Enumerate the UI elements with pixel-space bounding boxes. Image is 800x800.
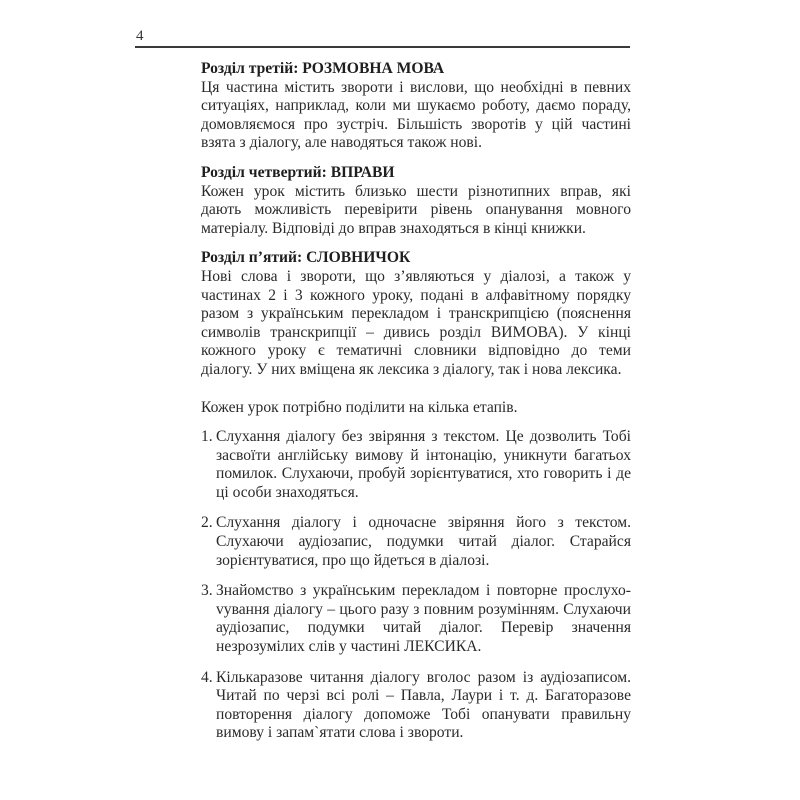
- section-title: Розділ четвертий: ВПРАВИ: [201, 163, 395, 181]
- step-number: 1.: [201, 428, 213, 446]
- section-title: Розділ п’ятий: СЛОВНИЧОК: [201, 249, 411, 267]
- section-conversational-language: [201, 60, 631, 153]
- step-item: [201, 428, 631, 502]
- section-body: Кожен урок містить близько шести різнотипних вправ, які дають можливість перевірити рівень опанування мовного матеріалу. Відповіді до вправ знаходяться в кінці книжки.: [201, 182, 631, 237]
- step-number: 4.: [201, 668, 213, 686]
- header-rule: [135, 46, 630, 48]
- step-item: [201, 669, 631, 743]
- step-text: Знайомство з українським перекладом і повторне прослухоvування діалогу – цього разу з повним розумінням. Слухаючи аудіозапис, подумки читай діалог. Перевір значення незрозумілих слів у частині ЛЕКСИКА.: [216, 582, 631, 656]
- steps-intro: Кожен урок потрібно поділити на кілька етапів.: [201, 398, 518, 416]
- page-content: [201, 60, 631, 755]
- section-exercises: [201, 164, 631, 238]
- page-number: 4: [136, 28, 144, 44]
- step-item: [201, 514, 631, 570]
- section-title: Розділ третій: РОЗМОВНА МОВА: [201, 60, 445, 77]
- step-number: 2.: [201, 514, 213, 532]
- section-vocabulary: [201, 249, 631, 379]
- step-number: 3.: [201, 582, 213, 600]
- step-text: Кількаразове читання діалогу вголос разом із аудіозаписом. Читай по черзі всі ролі – Павла, Лаури і т. д. Багаторазове повторення діалогу допоможе Тобі опанувати правильну вимову і запам`ятати слова і звороти.: [216, 668, 631, 742]
- step-item: [201, 582, 631, 656]
- step-text: Слухання діалогу без звіряння з текстом. Це дозволить Тобі засвоїти англійську вимову й інтонацію, уникнути багатьох помилок. Слухаючи, пробуй зорієнтуватися, хто говорить і де ці особи знаходяться.: [216, 428, 631, 501]
- section-body: Нові слова і звороти, що з’являються у діалозі, а також у частинах 2 і 3 кожного уроку, подані в алфавітному порядку разом з українським перекладом і транскрипцією (пояснення символів транскрипції – дивись розділ ВИМОВА). У кінці кожного уроку є тематичні словники відповідно до теми діалогу. У них вміщена як лексика з діалогу, так і нова лексика.: [201, 267, 631, 378]
- step-text: Слухання діалогу і одночасне звіряння його з текстом. Слухаючи аудіозапис, подумки читай діалог. Старайся зорієнтуватися, про що йдеться в діалозі.: [216, 514, 631, 569]
- steps-list: [201, 428, 631, 743]
- section-body: Ця частина містить звороти і вислови, що необхідні в певних ситуаціях, наприклад, коли ми шукаємо роботу, даємо пораду, домовляємося про зустріч. Більшість зворотів у цій частині взята з діалогу, але наводяться також нові.: [201, 78, 631, 152]
